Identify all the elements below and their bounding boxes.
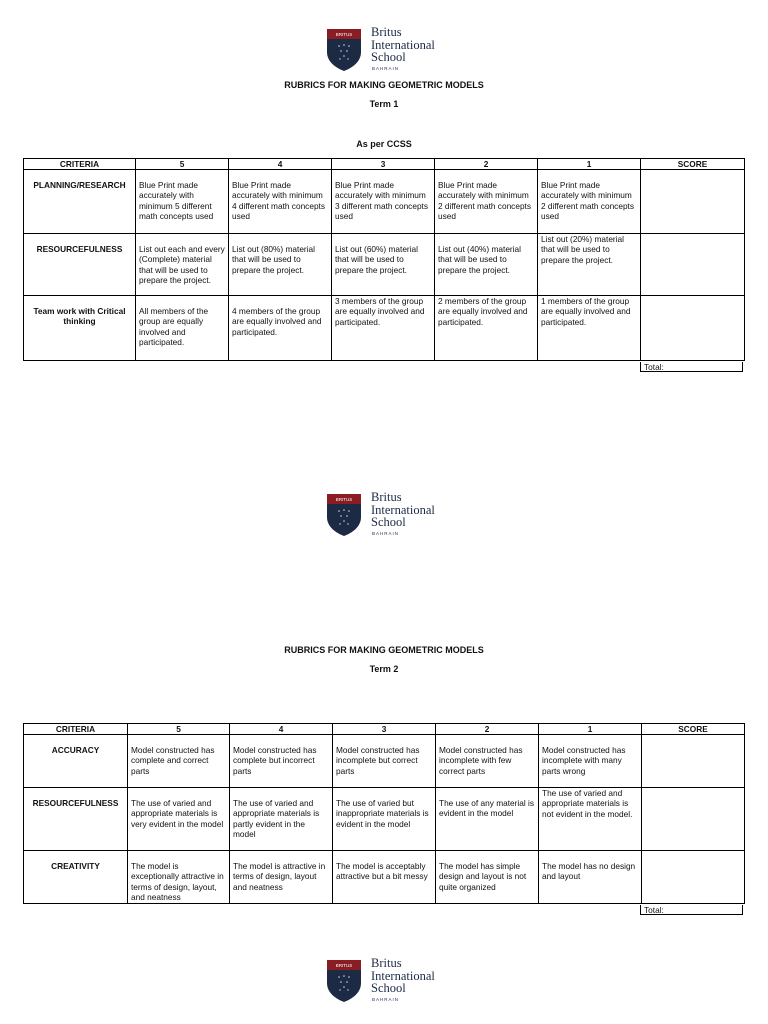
logo-location: BAHRAIN [372, 997, 400, 1002]
logo-name-line: International [371, 502, 435, 517]
logo-badge-text: BRITUS [335, 963, 353, 968]
header-score: SCORE [642, 724, 745, 735]
rubric-cell: Blue Print made accurately with minimum 4 different math concepts used [229, 170, 332, 234]
rubric-cell: The use of varied and appropriate materials is partly evident in the model [230, 788, 333, 851]
rubric-cell: The use of varied but inappropriate materials is evident in the model [333, 788, 436, 851]
score-cell[interactable] [642, 735, 745, 788]
table-row [24, 851, 745, 904]
rubric-cell: List out (20%) material that will be used to prepare the project. [538, 234, 641, 296]
rubric-cell: Blue Print made accurately with minimum 5 different math concepts used [136, 170, 229, 234]
header-score-3: 3 [333, 724, 436, 735]
rubric-cell: List out (40%) material that will be used to prepare the project. [435, 234, 538, 296]
logo-name-line: Britus [371, 490, 402, 504]
total-field[interactable]: Total: [640, 362, 743, 372]
criteria-cell: PLANNING/RESEARCH [24, 170, 136, 234]
rubric-cell: 4 members of the group are equally involved and participated. [229, 296, 332, 361]
table-header-row [24, 724, 745, 735]
rubric-cell: Blue Print made accurately with minimum 3 different math concepts used [332, 170, 435, 234]
term2-title: RUBRICS FOR MAKING GEOMETRIC MODELS [284, 645, 484, 655]
criteria-cell: ACCURACY [24, 735, 128, 788]
header-criteria: CRITERIA [24, 159, 136, 170]
score-cell[interactable] [642, 788, 745, 851]
rubric-cell: List out (80%) material that will be used to prepare the project. [229, 234, 332, 296]
rubric-cell: The model is exceptionally attractive in terms of design, layout, and neatness [128, 851, 230, 904]
header-score-2: 2 [436, 724, 539, 735]
rubric-cell: Model constructed has incomplete with few correct parts [436, 735, 539, 788]
table-row [24, 788, 745, 851]
table-row [24, 170, 745, 234]
rubric-cell: Blue Print made accurately with minimum 2 different math concepts used [435, 170, 538, 234]
logo-name-line: Britus [371, 956, 402, 970]
logo-name-line: International [371, 37, 435, 52]
logo-badge-text: BRITUS [335, 497, 353, 502]
term1-standard: As per CCSS [356, 139, 412, 149]
rubric-cell: Model constructed has incomplete with many parts wrong [539, 735, 642, 788]
rubric-cell: Model constructed has complete but incorrect parts [230, 735, 333, 788]
criteria-cell: CREATIVITY [24, 851, 128, 904]
rubric-cell: Model constructed has incomplete but correct parts [333, 735, 436, 788]
header-score-5: 5 [136, 159, 229, 170]
term2-rubric-table [23, 723, 745, 904]
logo-name-line: School [371, 515, 406, 529]
header-score-1: 1 [539, 724, 642, 735]
rubric-cell: The model is acceptably attractive but a bit messy [333, 851, 436, 904]
school-logo [326, 490, 456, 539]
rubric-cell: The use of varied and appropriate materials is very evident in the model [128, 788, 230, 851]
score-cell[interactable] [642, 851, 745, 904]
term2-subtitle: Term 2 [369, 664, 399, 674]
header-score-5: 5 [128, 724, 230, 735]
header-score-3: 3 [332, 159, 435, 170]
header-score-4: 4 [230, 724, 333, 735]
header-score-4: 4 [229, 159, 332, 170]
rubric-cell: 1 members of the group are equally involved and participated. [538, 296, 641, 361]
rubric-cell: The model has no design and layout [539, 851, 642, 904]
score-cell[interactable] [641, 296, 745, 361]
shield-icon [326, 28, 362, 72]
criteria-cell: RESOURCEFULNESS [24, 788, 128, 851]
table-row [24, 296, 745, 361]
term1-rubric-table [23, 158, 745, 361]
rubric-cell: The model is attractive in terms of design, layout and neatness [230, 851, 333, 904]
rubric-cell: 3 members of the group are equally involved and participated. [332, 296, 435, 361]
school-logo [326, 25, 456, 74]
logo-badge-text: BRITUS [335, 32, 353, 37]
header-score-2: 2 [435, 159, 538, 170]
criteria-cell: RESOURCEFULNESS [24, 234, 136, 296]
table-row [24, 234, 745, 296]
school-logo [326, 956, 456, 1005]
criteria-cell: Team work with Critical thinking [24, 296, 136, 361]
rubric-cell: List out each and every (Complete) material that will be used to prepare the project. [136, 234, 229, 296]
rubric-cell: All members of the group are equally involved and participated. [136, 296, 229, 361]
rubric-cell: List out (60%) material that will be used to prepare the project. [332, 234, 435, 296]
logo-location: BAHRAIN [372, 66, 400, 71]
logo-name-line: School [371, 981, 406, 995]
logo-location: BAHRAIN [372, 531, 400, 536]
rubric-cell: Blue Print made accurately with minimum 2 different math concepts used [538, 170, 641, 234]
header-criteria: CRITERIA [24, 724, 128, 735]
table-row [24, 735, 745, 788]
logo-name-line: Britus [371, 25, 402, 39]
shield-icon [326, 959, 362, 1003]
rubric-cell: 2 members of the group are equally involved and participated. [435, 296, 538, 361]
total-field[interactable]: Total: [640, 905, 743, 915]
score-cell[interactable] [641, 170, 745, 234]
rubric-cell: The use of varied and appropriate materials is not evident in the model. [539, 788, 642, 851]
term1-subtitle: Term 1 [369, 99, 399, 109]
rubric-cell: Model constructed has complete and correct parts [128, 735, 230, 788]
rubric-cell: The use of any material is evident in the model [436, 788, 539, 851]
header-score-1: 1 [538, 159, 641, 170]
header-score: SCORE [641, 159, 745, 170]
logo-name-line: International [371, 968, 435, 983]
table-header-row [24, 159, 745, 170]
shield-icon [326, 493, 362, 537]
rubric-cell: The model has simple design and layout is not quite organized [436, 851, 539, 904]
term1-title: RUBRICS FOR MAKING GEOMETRIC MODELS [284, 80, 484, 90]
logo-name-line: School [371, 50, 406, 64]
score-cell[interactable] [641, 234, 745, 296]
